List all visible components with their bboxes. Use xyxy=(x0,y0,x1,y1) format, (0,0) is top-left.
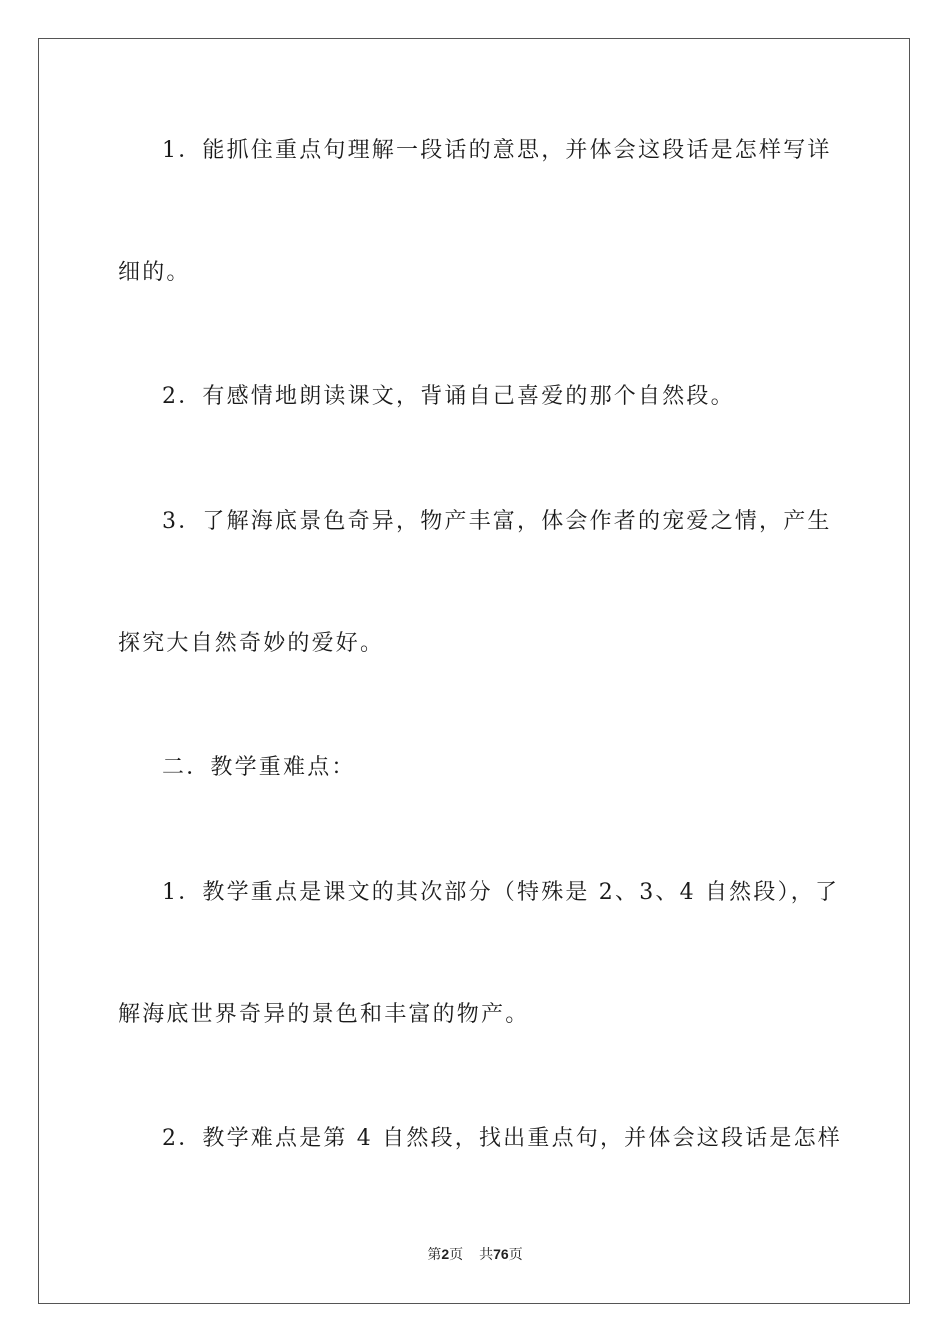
page-prefix: 第 xyxy=(427,1247,442,1263)
total-suffix: 页 xyxy=(508,1247,523,1263)
total-prefix: 共 xyxy=(479,1247,494,1263)
key-point-2-line-1: 2．教学难点是第 4 自然段，找出重点句，并体会这段话是怎样 xyxy=(162,1126,842,1151)
section-heading-key-points: 二．教学重难点： xyxy=(162,755,356,780)
page-footer xyxy=(0,1244,950,1265)
objective-3-line-1: 3．了解海底景色奇异，物产丰富，体会作者的宠爱之情，产生 xyxy=(162,509,832,534)
page-border xyxy=(38,38,910,1304)
total-pages: 76 xyxy=(493,1246,509,1262)
objective-1-line-2: 细的。 xyxy=(118,260,191,285)
key-point-1-line-2: 解海底世界奇异的景色和丰富的物产。 xyxy=(118,1002,530,1027)
page-number: 2 xyxy=(441,1246,450,1262)
objective-2-line-1: 2．有感情地朗读课文，背诵自己喜爱的那个自然段。 xyxy=(162,384,735,409)
objective-3-line-2: 探究大自然奇妙的爱好。 xyxy=(118,631,385,656)
page-suffix: 页 xyxy=(449,1247,464,1263)
objective-1-line-1: 1．能抓住重点句理解一段话的意思，并体会这段话是怎样写详 xyxy=(162,138,832,163)
key-point-1-line-1: 1．教学重点是课文的其次部分（特殊是 2、3、4 自然段），了 xyxy=(162,880,840,905)
